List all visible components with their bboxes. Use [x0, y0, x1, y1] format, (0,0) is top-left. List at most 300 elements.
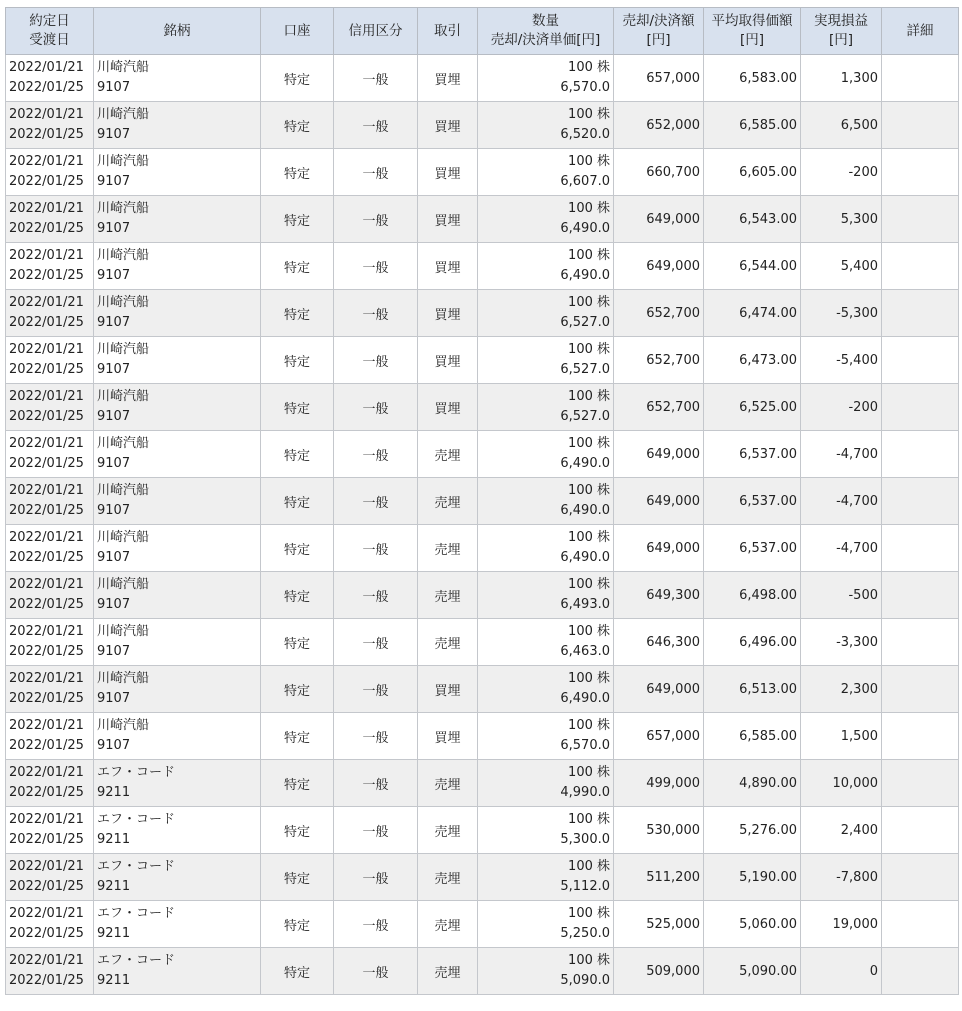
avg-cost-cell: 5,090.00: [704, 948, 801, 995]
settle-amount-cell: 652,700: [614, 384, 704, 431]
date-cell: [6, 55, 94, 102]
account-cell: 特定: [261, 619, 334, 666]
stock-name: 川崎汽船: [97, 248, 150, 263]
quantity: 100 株: [568, 201, 610, 216]
date-cell: [6, 619, 94, 666]
avg-cost-cell: 6,525.00: [704, 384, 801, 431]
trade-date: 2022/01/21: [9, 248, 84, 263]
date-cell: [6, 525, 94, 572]
header-account: 口座: [261, 8, 334, 55]
trade-type-cell: 買埋: [418, 713, 478, 760]
avg-cost-cell: 6,473.00: [704, 337, 801, 384]
trade-date: 2022/01/21: [9, 953, 84, 968]
margin-type-cell: 一般: [334, 807, 418, 854]
table-row: [6, 243, 959, 290]
unit-price: 6,607.0: [560, 174, 610, 189]
trade-type-cell: 売埋: [418, 619, 478, 666]
stock-cell: [94, 713, 261, 760]
avg-cost-cell: 6,537.00: [704, 431, 801, 478]
account-cell: 特定: [261, 478, 334, 525]
stock-code: 9107: [97, 644, 131, 659]
margin-type-cell: 一般: [334, 196, 418, 243]
table-row: [6, 149, 959, 196]
stock-cell: [94, 243, 261, 290]
realized-pl-cell: -5,400: [801, 337, 882, 384]
trade-date: 2022/01/21: [9, 671, 84, 686]
table-row: [6, 55, 959, 102]
date-cell: [6, 337, 94, 384]
avg-cost-cell: 6,537.00: [704, 525, 801, 572]
quantity: 100 株: [568, 60, 610, 75]
quantity: 100 株: [568, 671, 610, 686]
detail-cell: [882, 901, 959, 948]
stock-cell: [94, 854, 261, 901]
stock-code: 9211: [97, 832, 131, 847]
avg-cost-cell: 6,474.00: [704, 290, 801, 337]
stock-code: 9107: [97, 127, 131, 142]
stock-name: 川崎汽船: [97, 530, 150, 545]
quantity: 100 株: [568, 718, 610, 733]
qty-price-cell: [478, 901, 614, 948]
unit-price: 6,527.0: [560, 315, 610, 330]
stock-name: 川崎汽船: [97, 107, 150, 122]
detail-cell: [882, 760, 959, 807]
settle-date: 2022/01/25: [9, 268, 84, 283]
settle-date: 2022/01/25: [9, 550, 84, 565]
qty-price-cell: [478, 431, 614, 478]
margin-type-cell: 一般: [334, 55, 418, 102]
stock-cell: [94, 619, 261, 666]
stock-name: エフ・コード: [97, 859, 176, 874]
unit-price: 6,490.0: [560, 456, 610, 471]
margin-type-cell: 一般: [334, 572, 418, 619]
date-cell: [6, 478, 94, 525]
quantity: 100 株: [568, 812, 610, 827]
account-cell: 特定: [261, 901, 334, 948]
unit-price: 6,527.0: [560, 362, 610, 377]
stock-name: 川崎汽船: [97, 436, 150, 451]
settle-date: 2022/01/25: [9, 503, 84, 518]
quantity: 100 株: [568, 248, 610, 263]
avg-cost-cell: 5,276.00: [704, 807, 801, 854]
settle-amount-cell: 652,700: [614, 290, 704, 337]
stock-cell: [94, 901, 261, 948]
realized-pl-cell: -7,800: [801, 854, 882, 901]
trade-date: 2022/01/21: [9, 389, 84, 404]
stock-code: 9107: [97, 268, 131, 283]
detail-cell: [882, 384, 959, 431]
trade-type-cell: 売埋: [418, 572, 478, 619]
realized-pl-cell: 5,400: [801, 243, 882, 290]
account-cell: 特定: [261, 102, 334, 149]
settle-amount-cell: 649,000: [614, 196, 704, 243]
detail-cell: [882, 102, 959, 149]
trade-date: 2022/01/21: [9, 342, 84, 357]
stock-name: 川崎汽船: [97, 154, 150, 169]
stock-code: 9107: [97, 691, 131, 706]
stock-cell: [94, 666, 261, 713]
quantity: 100 株: [568, 342, 610, 357]
account-cell: 特定: [261, 713, 334, 760]
table-row: [6, 525, 959, 572]
settle-date: 2022/01/25: [9, 127, 84, 142]
settle-amount-cell: 649,000: [614, 478, 704, 525]
settle-date: 2022/01/25: [9, 832, 84, 847]
avg-cost-cell: 6,585.00: [704, 713, 801, 760]
trade-date: 2022/01/21: [9, 60, 84, 75]
trade-type-cell: 売埋: [418, 901, 478, 948]
detail-cell: [882, 149, 959, 196]
margin-type-cell: 一般: [334, 666, 418, 713]
settle-date: 2022/01/25: [9, 456, 84, 471]
trade-type-cell: 買埋: [418, 243, 478, 290]
account-cell: 特定: [261, 243, 334, 290]
settle-amount-cell: 649,000: [614, 431, 704, 478]
settle-date: 2022/01/25: [9, 973, 84, 988]
stock-name: エフ・コード: [97, 765, 176, 780]
unit-price: 5,300.0: [560, 832, 610, 847]
account-cell: 特定: [261, 948, 334, 995]
settle-date: 2022/01/25: [9, 879, 84, 894]
realized-pl-cell: -200: [801, 384, 882, 431]
table-row: [6, 948, 959, 995]
realized-pl-cell: 2,400: [801, 807, 882, 854]
quantity: 100 株: [568, 154, 610, 169]
stock-code: 9107: [97, 315, 131, 330]
settle-amount-cell: 660,700: [614, 149, 704, 196]
trade-date: 2022/01/21: [9, 718, 84, 733]
margin-type-cell: 一般: [334, 337, 418, 384]
stock-name: 川崎汽船: [97, 483, 150, 498]
avg-cost-cell: 5,060.00: [704, 901, 801, 948]
detail-cell: [882, 807, 959, 854]
quantity: 100 株: [568, 295, 610, 310]
settle-date: 2022/01/25: [9, 691, 84, 706]
settle-date: 2022/01/25: [9, 315, 84, 330]
trade-date: 2022/01/21: [9, 906, 84, 921]
table-row: [6, 478, 959, 525]
detail-cell: [882, 619, 959, 666]
margin-type-cell: 一般: [334, 384, 418, 431]
realized-pl-cell: -500: [801, 572, 882, 619]
stock-cell: [94, 948, 261, 995]
unit-price: 6,490.0: [560, 550, 610, 565]
settle-amount-cell: 649,000: [614, 243, 704, 290]
trade-date: 2022/01/21: [9, 812, 84, 827]
trade-date: 2022/01/21: [9, 154, 84, 169]
date-cell: [6, 854, 94, 901]
table-row: [6, 760, 959, 807]
settle-date: 2022/01/25: [9, 926, 84, 941]
trade-date: 2022/01/21: [9, 201, 84, 216]
stock-cell: [94, 478, 261, 525]
stock-code: 9211: [97, 973, 131, 988]
settle-amount-cell: 525,000: [614, 901, 704, 948]
realized-pl-cell: 1,500: [801, 713, 882, 760]
settle-amount-cell: 652,700: [614, 337, 704, 384]
qty-price-cell: [478, 948, 614, 995]
realized-pl-cell: 19,000: [801, 901, 882, 948]
table-row: [6, 196, 959, 243]
trade-date: 2022/01/21: [9, 107, 84, 122]
account-cell: 特定: [261, 337, 334, 384]
detail-cell: [882, 854, 959, 901]
unit-price: 6,490.0: [560, 503, 610, 518]
settle-date: 2022/01/25: [9, 409, 84, 424]
stock-cell: [94, 572, 261, 619]
header-realized-pl: 実現損益 [円]: [801, 8, 882, 55]
unit-price: 6,490.0: [560, 221, 610, 236]
settle-amount-cell: 649,000: [614, 525, 704, 572]
detail-cell: [882, 572, 959, 619]
settle-date: 2022/01/25: [9, 597, 84, 612]
account-cell: 特定: [261, 196, 334, 243]
date-cell: [6, 149, 94, 196]
margin-type-cell: 一般: [334, 901, 418, 948]
realized-pl-cell: 1,300: [801, 55, 882, 102]
avg-cost-cell: 6,605.00: [704, 149, 801, 196]
unit-price: 6,490.0: [560, 268, 610, 283]
date-cell: [6, 243, 94, 290]
date-cell: [6, 196, 94, 243]
trade-type-cell: 売埋: [418, 760, 478, 807]
date-cell: [6, 901, 94, 948]
realized-pl-cell: -4,700: [801, 431, 882, 478]
date-cell: [6, 572, 94, 619]
stock-name: エフ・コード: [97, 812, 176, 827]
avg-cost-cell: 6,496.00: [704, 619, 801, 666]
stock-cell: [94, 807, 261, 854]
qty-price-cell: [478, 572, 614, 619]
avg-cost-cell: 6,583.00: [704, 55, 801, 102]
stock-cell: [94, 290, 261, 337]
unit-price: 6,527.0: [560, 409, 610, 424]
qty-price-cell: [478, 478, 614, 525]
date-cell: [6, 431, 94, 478]
table-row: [6, 901, 959, 948]
detail-cell: [882, 666, 959, 713]
table-row: [6, 854, 959, 901]
stock-code: 9211: [97, 926, 131, 941]
table-header-row: [6, 8, 959, 55]
header-trade-type: 取引: [418, 8, 478, 55]
trade-date: 2022/01/21: [9, 624, 84, 639]
settle-amount-cell: 509,000: [614, 948, 704, 995]
qty-price-cell: [478, 243, 614, 290]
trade-type-cell: 売埋: [418, 431, 478, 478]
settle-amount-cell: 649,300: [614, 572, 704, 619]
realized-pl-cell: -3,300: [801, 619, 882, 666]
avg-cost-cell: 6,544.00: [704, 243, 801, 290]
stock-name: 川崎汽船: [97, 577, 150, 592]
trade-type-cell: 買埋: [418, 666, 478, 713]
account-cell: 特定: [261, 55, 334, 102]
trade-date: 2022/01/21: [9, 859, 84, 874]
header-settle-amount: 売却/決済額 [円]: [614, 8, 704, 55]
trade-type-cell: 売埋: [418, 948, 478, 995]
account-cell: 特定: [261, 525, 334, 572]
detail-cell: [882, 713, 959, 760]
table-row: [6, 102, 959, 149]
settle-date: 2022/01/25: [9, 80, 84, 95]
margin-type-cell: 一般: [334, 525, 418, 572]
stock-name: 川崎汽船: [97, 342, 150, 357]
date-cell: [6, 948, 94, 995]
top-strip-cut: [0, 0, 962, 7]
avg-cost-cell: 6,513.00: [704, 666, 801, 713]
stock-cell: [94, 102, 261, 149]
realized-pl-cell: -5,300: [801, 290, 882, 337]
margin-type-cell: 一般: [334, 760, 418, 807]
stock-cell: [94, 431, 261, 478]
stock-name: 川崎汽船: [97, 201, 150, 216]
header-avg-cost: 平均取得価額 [円]: [704, 8, 801, 55]
avg-cost-cell: 6,537.00: [704, 478, 801, 525]
stock-cell: [94, 525, 261, 572]
stock-name: 川崎汽船: [97, 295, 150, 310]
trade-type-cell: 買埋: [418, 55, 478, 102]
account-cell: 特定: [261, 666, 334, 713]
detail-cell: [882, 290, 959, 337]
date-cell: [6, 760, 94, 807]
detail-cell: [882, 337, 959, 384]
settle-amount-cell: 649,000: [614, 666, 704, 713]
table-row: [6, 290, 959, 337]
realized-pl-cell: -4,700: [801, 478, 882, 525]
header-qty-price: 数量 売却/決済単価[円]: [478, 8, 614, 55]
settle-amount-cell: 652,000: [614, 102, 704, 149]
detail-cell: [882, 196, 959, 243]
detail-cell: [882, 525, 959, 572]
qty-price-cell: [478, 713, 614, 760]
stock-name: 川崎汽船: [97, 389, 150, 404]
stock-code: 9211: [97, 879, 131, 894]
unit-price: 6,520.0: [560, 127, 610, 142]
qty-price-cell: [478, 525, 614, 572]
detail-cell: [882, 55, 959, 102]
date-cell: [6, 807, 94, 854]
settle-amount-cell: 657,000: [614, 713, 704, 760]
margin-type-cell: 一般: [334, 102, 418, 149]
stock-code: 9107: [97, 738, 131, 753]
stock-code: 9107: [97, 221, 131, 236]
stock-code: 9107: [97, 362, 131, 377]
avg-cost-cell: 6,543.00: [704, 196, 801, 243]
unit-price: 6,463.0: [560, 644, 610, 659]
quantity: 100 株: [568, 906, 610, 921]
trade-date: 2022/01/21: [9, 530, 84, 545]
settle-amount-cell: 646,300: [614, 619, 704, 666]
quantity: 100 株: [568, 530, 610, 545]
qty-price-cell: [478, 807, 614, 854]
table-row: [6, 713, 959, 760]
table-row: [6, 572, 959, 619]
table-row: [6, 384, 959, 431]
account-cell: 特定: [261, 854, 334, 901]
stock-cell: [94, 760, 261, 807]
table-row: [6, 807, 959, 854]
realized-pl-cell: 6,500: [801, 102, 882, 149]
date-cell: [6, 713, 94, 760]
settle-amount-cell: 657,000: [614, 55, 704, 102]
realized-pl-table: [5, 7, 959, 995]
quantity: 100 株: [568, 483, 610, 498]
table-row: [6, 431, 959, 478]
qty-price-cell: [478, 196, 614, 243]
trade-date: 2022/01/21: [9, 483, 84, 498]
realized-pl-cell: -200: [801, 149, 882, 196]
trade-type-cell: 売埋: [418, 525, 478, 572]
realized-pl-cell: 0: [801, 948, 882, 995]
unit-price: 5,090.0: [560, 973, 610, 988]
date-cell: [6, 666, 94, 713]
qty-price-cell: [478, 290, 614, 337]
quantity: 100 株: [568, 859, 610, 874]
avg-cost-cell: 4,890.00: [704, 760, 801, 807]
header-stock-name: 銘柄: [94, 8, 261, 55]
stock-code: 9107: [97, 503, 131, 518]
margin-type-cell: 一般: [334, 854, 418, 901]
detail-cell: [882, 431, 959, 478]
stock-cell: [94, 337, 261, 384]
stock-name: 川崎汽船: [97, 624, 150, 639]
trade-type-cell: 買埋: [418, 290, 478, 337]
margin-type-cell: 一般: [334, 619, 418, 666]
settle-date: 2022/01/25: [9, 174, 84, 189]
settle-amount-cell: 499,000: [614, 760, 704, 807]
unit-price: 5,112.0: [560, 879, 610, 894]
qty-price-cell: [478, 102, 614, 149]
trade-date: 2022/01/21: [9, 765, 84, 780]
settle-date: 2022/01/25: [9, 738, 84, 753]
trade-type-cell: 買埋: [418, 196, 478, 243]
quantity: 100 株: [568, 107, 610, 122]
settle-date: 2022/01/25: [9, 785, 84, 800]
stock-name: エフ・コード: [97, 953, 176, 968]
unit-price: 6,493.0: [560, 597, 610, 612]
quantity: 100 株: [568, 389, 610, 404]
settle-date: 2022/01/25: [9, 221, 84, 236]
settle-amount-cell: 511,200: [614, 854, 704, 901]
margin-type-cell: 一般: [334, 431, 418, 478]
stock-code: 9107: [97, 597, 131, 612]
qty-price-cell: [478, 384, 614, 431]
qty-price-cell: [478, 854, 614, 901]
account-cell: 特定: [261, 149, 334, 196]
date-cell: [6, 290, 94, 337]
unit-price: 4,990.0: [560, 785, 610, 800]
detail-cell: [882, 243, 959, 290]
unit-price: 5,250.0: [560, 926, 610, 941]
quantity: 100 株: [568, 765, 610, 780]
margin-type-cell: 一般: [334, 290, 418, 337]
stock-code: 9107: [97, 550, 131, 565]
margin-type-cell: 一般: [334, 713, 418, 760]
trade-type-cell: 買埋: [418, 149, 478, 196]
stock-name: 川崎汽船: [97, 718, 150, 733]
stock-name: 川崎汽船: [97, 60, 150, 75]
realized-pl-cell: 10,000: [801, 760, 882, 807]
stock-cell: [94, 196, 261, 243]
quantity: 100 株: [568, 953, 610, 968]
avg-cost-cell: 5,190.00: [704, 854, 801, 901]
account-cell: 特定: [261, 431, 334, 478]
trade-type-cell: 買埋: [418, 102, 478, 149]
qty-price-cell: [478, 666, 614, 713]
header-detail: 詳細: [882, 8, 959, 55]
stock-code: 9107: [97, 409, 131, 424]
qty-price-cell: [478, 760, 614, 807]
